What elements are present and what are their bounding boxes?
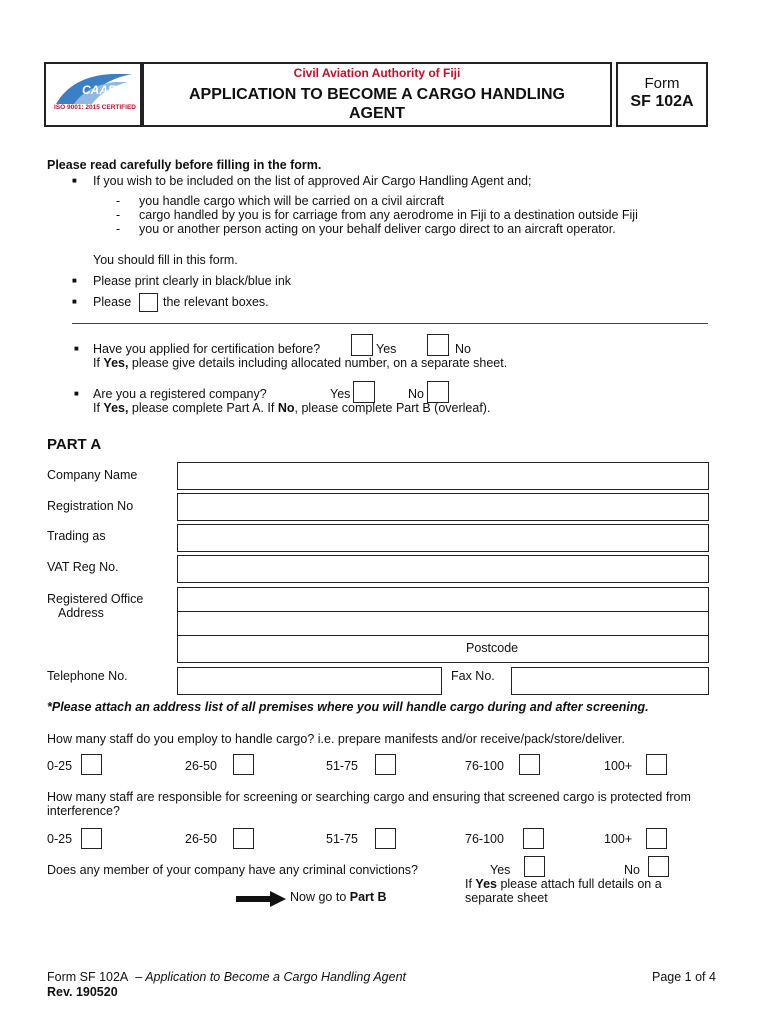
- range-label: 51-75: [326, 759, 358, 773]
- criminal-yes-label: Yes: [490, 863, 511, 877]
- bullet-icon: ■: [72, 276, 77, 285]
- bullet-icon: ■: [72, 176, 77, 185]
- range-label: 100+: [604, 832, 633, 846]
- intro-sub1: you handle cargo which will be carried on a civil aircraft: [139, 194, 445, 208]
- office-address-line2[interactable]: [177, 611, 709, 636]
- office-address-line1[interactable]: [177, 587, 709, 612]
- q1-text: Have you applied for certification before?: [93, 342, 321, 356]
- dash: -: [116, 208, 121, 222]
- now-go-to-part-b: [290, 890, 387, 904]
- q2-detail: [93, 401, 490, 415]
- footer-form-number: Form SF 102A: [47, 970, 129, 984]
- q2-yes-label: Yes: [330, 387, 351, 401]
- footer-rev: Rev. 190520: [47, 985, 118, 999]
- staff2-76-100-checkbox[interactable]: [523, 828, 544, 849]
- example-checkbox: [139, 293, 158, 312]
- criminal-question: Does any member of your company have any criminal convictions?: [47, 863, 419, 877]
- intro-sub3: you or another person acting on your behalf deliver cargo direct to an aircraft operator.: [139, 222, 616, 236]
- q2-no-label: No: [408, 387, 424, 401]
- company-name-field[interactable]: [177, 462, 709, 490]
- q1-detail-pre: If: [93, 356, 104, 370]
- criminal-note-line2: separate sheet: [465, 891, 548, 905]
- q1-yes-label: Yes: [376, 342, 397, 356]
- q2-yes-checkbox[interactable]: [353, 381, 375, 403]
- staff2-100-plus-checkbox[interactable]: [646, 828, 667, 849]
- divider: [72, 323, 708, 324]
- staff-question-2-line2: interference?: [47, 804, 120, 818]
- telephone-field[interactable]: [177, 667, 442, 695]
- postcode-label: Postcode: [466, 641, 519, 655]
- office-label-line2: Address: [58, 606, 104, 620]
- intro-bullet3-post: the relevant boxes.: [163, 295, 269, 309]
- svg-text:CAAF: CAAF: [82, 83, 116, 97]
- range-label: 0-25: [47, 759, 73, 773]
- q2-detail-mid: please complete Part A. If: [128, 401, 278, 415]
- q2-text: Are you a registered company?: [93, 387, 267, 401]
- form-title-line1: APPLICATION TO BECOME A CARGO HANDLING: [189, 86, 565, 103]
- criminal-note-yes: Yes: [475, 877, 497, 891]
- staff1-26-50-checkbox[interactable]: [233, 754, 254, 775]
- trading-field[interactable]: [177, 524, 709, 552]
- q2-detail-pre: If: [93, 401, 104, 415]
- range-label: 51-75: [326, 832, 358, 846]
- range-label: 0-25: [47, 832, 73, 846]
- footer-form-ref: [47, 970, 406, 984]
- part-a-heading: PART A: [47, 436, 102, 453]
- range-label: 26-50: [185, 832, 217, 846]
- staff1-76-100-checkbox[interactable]: [519, 754, 540, 775]
- staff-question-1: How many staff do you employ to handle cargo? i.e. prepare manifests and/or receive/pack/store/deliver.: [47, 732, 625, 746]
- intro-bullet1: If you wish to be included on the list of approved Air Cargo Handling Agent and;: [93, 174, 532, 188]
- criminal-note-post: please attach full details on a: [496, 877, 662, 891]
- q2-no-checkbox[interactable]: [427, 381, 449, 403]
- q1-detail-yes: Yes,: [103, 356, 129, 370]
- q1-detail: [93, 356, 507, 370]
- bullet-icon: ■: [72, 297, 77, 306]
- vat-field[interactable]: [177, 555, 709, 583]
- criminal-note: [465, 877, 662, 891]
- criminal-no-checkbox[interactable]: [648, 856, 669, 877]
- bullet-icon: ■: [74, 389, 79, 398]
- q2-detail-no: No: [277, 401, 295, 415]
- criminal-no-label: No: [624, 863, 640, 877]
- form-title-line2: AGENT: [349, 105, 405, 122]
- range-label: 26-50: [185, 759, 217, 773]
- office-label-line1: Registered Office: [47, 592, 144, 606]
- staff-question-2-line1: How many staff are responsible for screening or searching cargo and ensuring that screened cargo is protected from: [47, 790, 691, 804]
- dash: -: [116, 194, 121, 208]
- company-name-label: Company Name: [47, 468, 138, 482]
- footer-page: Page 1 of 4: [652, 970, 716, 984]
- staff1-100-plus-checkbox[interactable]: [646, 754, 667, 775]
- iso-caption: ISO 9001: 2015 CERTIFIED: [53, 104, 136, 111]
- form-label: Form: [644, 75, 680, 92]
- authority-name: Civil Aviation Authority of Fiji: [293, 66, 461, 80]
- staff2-51-75-checkbox[interactable]: [375, 828, 396, 849]
- staff1-51-75-checkbox[interactable]: [375, 754, 396, 775]
- registration-label: Registration No: [47, 499, 134, 513]
- bullet-icon: ■: [74, 344, 79, 353]
- telephone-label: Telephone No.: [47, 669, 128, 683]
- attach-note: *Please attach an address list of all premises where you will handle cargo during and after screening.: [47, 700, 649, 714]
- form-number: SF 102A: [630, 93, 694, 110]
- q2-detail-yes: Yes,: [103, 401, 129, 415]
- criminal-note-pre: If: [465, 877, 476, 891]
- fax-field[interactable]: [511, 667, 709, 695]
- office-address-line3[interactable]: [177, 635, 709, 663]
- range-label: 76-100: [465, 832, 504, 846]
- range-label: 76-100: [465, 759, 504, 773]
- staff2-26-50-checkbox[interactable]: [233, 828, 254, 849]
- range-label: 100+: [604, 759, 633, 773]
- intro-bullet2: Please print clearly in black/blue ink: [93, 274, 292, 288]
- intro-sub2: cargo handled by you is for carriage from any aerodrome in Fiji to a destination outside Fiji: [139, 208, 638, 222]
- registration-field[interactable]: [177, 493, 709, 521]
- q1-no-label: No: [455, 342, 471, 356]
- dash: -: [116, 222, 121, 236]
- arrow-right-icon: [236, 891, 286, 910]
- fax-label: Fax No.: [451, 669, 495, 683]
- staff2-0-25-checkbox[interactable]: [81, 828, 102, 849]
- intro-bullet3-pre: Please: [93, 295, 132, 309]
- intro-fill: You should fill in this form.: [93, 253, 238, 267]
- intro-heading: Please read carefully before filling in the form.: [47, 158, 322, 172]
- vat-label: VAT Reg No.: [47, 560, 119, 574]
- q1-yes-checkbox[interactable]: [351, 334, 373, 356]
- now-go-pre: Now go to: [290, 890, 350, 904]
- criminal-yes-checkbox[interactable]: [524, 856, 545, 877]
- footer-form-desc: – Application to Become a Cargo Handling Agent: [135, 970, 407, 984]
- staff1-0-25-checkbox[interactable]: [81, 754, 102, 775]
- q2-detail-post: , please complete Part B (overleaf).: [294, 401, 491, 415]
- now-go-part-b: Part B: [349, 890, 387, 904]
- q1-no-checkbox[interactable]: [427, 334, 449, 356]
- q1-detail-post: please give details including allocated number, on a separate sheet.: [128, 356, 508, 370]
- trading-label: Trading as: [47, 529, 106, 543]
